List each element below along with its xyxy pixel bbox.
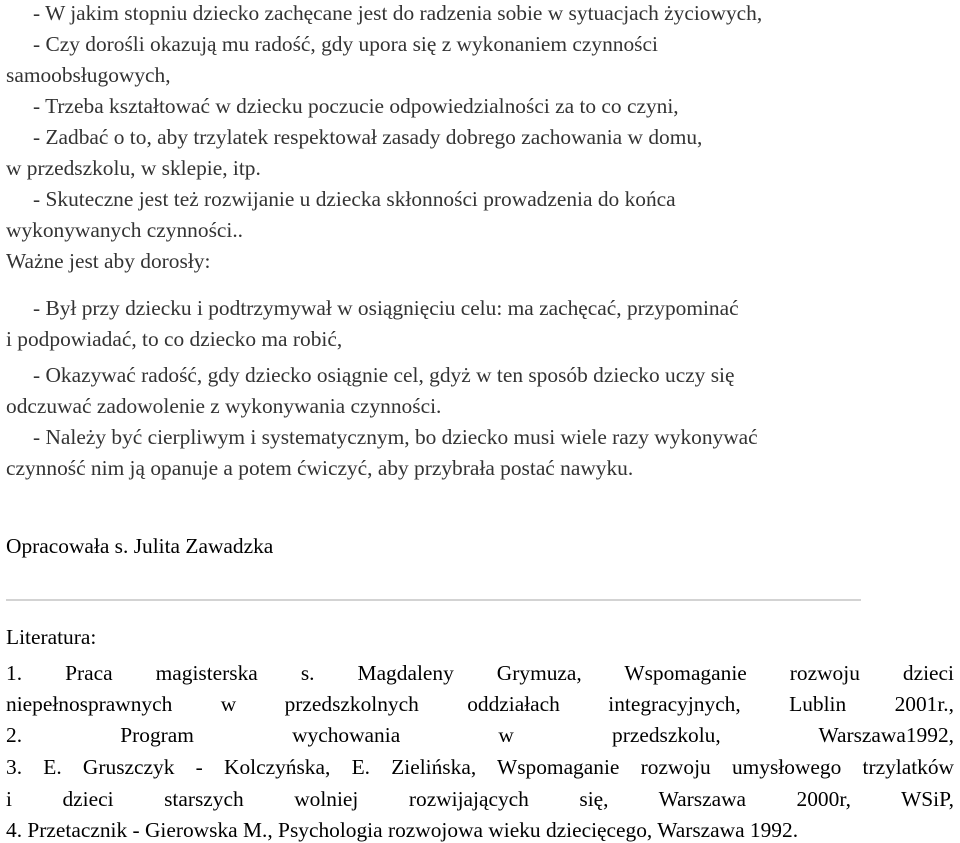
paragraph-line: wykonywanych czynności.. [6,218,244,242]
literature-heading: Literatura: [6,625,97,649]
paragraph-line: - Należy być cierpliwym i systematycznym, bo dziecko musi wiele razy wykonywać [33,425,758,449]
separator-line [6,599,861,601]
paragraph-line: - Zadbać o to, aby trzylatek respektował zasady dobrego zachowania w domu, [33,125,703,149]
paragraph-line: czynność nim ją opanuje a potem ćwiczyć, aby przybrała postać nawyku. [6,456,634,480]
paragraph-line: w przedszkolu, w sklepie, itp. [6,156,261,180]
reference-line: 2. Program wychowania w przedszkolu, Warszawa1992, [6,723,954,747]
paragraph-line: - Był przy dziecku i podtrzymywał w osiągnięciu celu: ma zachęcać, przypominać [33,296,739,320]
reference-line: 1. Praca magisterska s. Magdaleny Grymuza, Wspomaganie rozwoju dzieci [6,661,954,685]
paragraph-line: - Okazywać radość, gdy dziecko osiągnie cel, gdyż w ten sposób dziecko uczy się [33,363,735,387]
paragraph-line: - W jakim stopniu dziecko zachęcane jest do radzenia sobie w sytuacjach życiowych, [33,1,763,25]
paragraph-line: i podpowiadać, to co dziecko ma robić, [6,327,343,351]
paragraph-line: - Trzeba kształtować w dziecku poczucie odpowiedzialności za to co czyni, [33,94,679,118]
reference-line: niepełnosprawnych w przedszkolnych oddziałach integracyjnych, Lublin 2001r., [6,692,954,716]
reference-line: 3. E. Gruszczyk - Kolczyńska, E. Zielińska, Wspomaganie rozwoju umysłowego trzylatków [6,755,954,779]
author-signature: Opracowała s. Julita Zawadzka [6,534,274,558]
paragraph-line: - Czy dorośli okazują mu radość, gdy upora się z wykonaniem czynności [33,32,658,56]
paragraph-line: - Skuteczne jest też rozwijanie u dziecka skłonności prowadzenia do końca [33,187,676,211]
reference-line: 4. Przetacznik - Gierowska M., Psychologia rozwojowa wieku dziecięcego, Warszawa 1992. [6,818,799,842]
subheading: Ważne jest aby dorosły: [6,249,211,273]
reference-line: i dzieci starszych wolniej rozwijających się, Warszawa 2000r, WSiP, [6,787,954,811]
paragraph-line: odczuwać zadowolenie z wykonywania czynności. [6,394,442,418]
paragraph-line: samoobsługowych, [6,63,171,87]
